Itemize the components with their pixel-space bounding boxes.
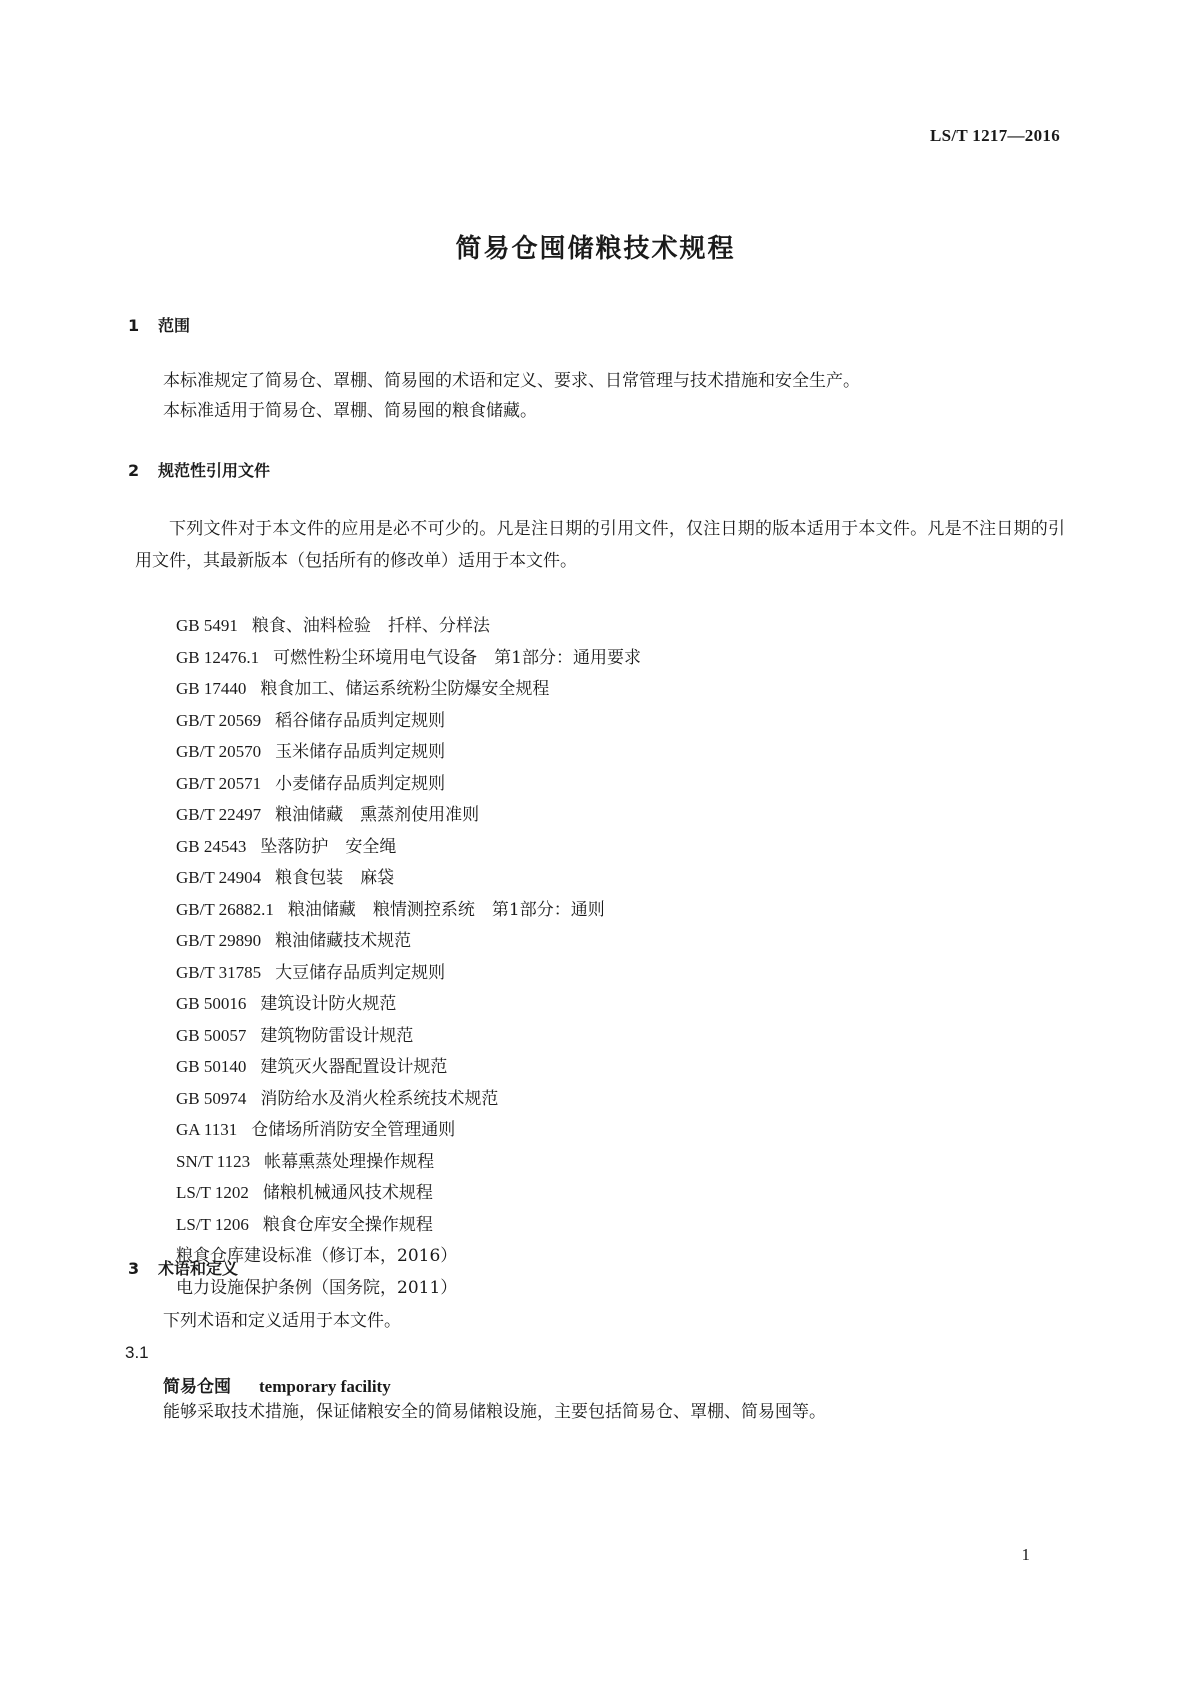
reference-item bbox=[176, 1214, 641, 1246]
section-1-paragraph: 本标准规定了简易仓、罩棚、简易囤的术语和定义、要求、日常管理与技术措施和安全生产。 bbox=[163, 371, 860, 391]
reference-code: GB/T 26882.1 bbox=[176, 899, 274, 919]
reference-item bbox=[176, 836, 641, 868]
reference-title: 消防给水及消火栓系统技术规范 bbox=[260, 1088, 499, 1109]
reference-item bbox=[176, 647, 641, 679]
reference-code: GB/T 20569 bbox=[176, 710, 262, 730]
reference-list bbox=[176, 615, 641, 1308]
document-title: 简易仓囤储粮技术规程 bbox=[455, 234, 736, 264]
reference-code: GA 1131 bbox=[176, 1120, 238, 1139]
reference-item bbox=[176, 773, 641, 805]
term-name-en: temporary facility bbox=[259, 1377, 391, 1396]
reference-item bbox=[176, 1088, 641, 1120]
reference-title: 建筑物防雷设计规范 bbox=[260, 1025, 414, 1046]
term-name bbox=[163, 1372, 391, 1397]
reference-item bbox=[176, 1245, 641, 1277]
section-1-title: 范围 bbox=[158, 316, 191, 335]
reference-code: GB/T 22497 bbox=[176, 805, 262, 824]
reference-title: 粮食加工、储运系统粉尘防爆安全规程 bbox=[260, 679, 550, 699]
reference-code: GB/T 20570 bbox=[176, 742, 262, 761]
reference-code: GB/T 31785 bbox=[176, 962, 262, 982]
reference-title: 仓储场所消防安全管理通则 bbox=[251, 1120, 456, 1140]
reference-code: SN/T 1123 bbox=[176, 1151, 251, 1171]
reference-code: GB 50140 bbox=[176, 1057, 247, 1076]
reference-title: 坠落防护 安全绳 bbox=[260, 836, 397, 857]
standard-code: LS/T 1217—2016 bbox=[930, 126, 1060, 145]
reference-title: 建筑灭火器配置设计规范 bbox=[260, 1057, 448, 1077]
reference-title: 大豆储存品质判定规则 bbox=[275, 962, 446, 983]
reference-code: GB 50974 bbox=[176, 1088, 247, 1108]
reference-item bbox=[176, 678, 641, 710]
reference-item bbox=[176, 930, 641, 962]
reference-item bbox=[176, 615, 641, 647]
reference-item bbox=[176, 804, 641, 836]
reference-item bbox=[176, 899, 641, 931]
reference-title: 粮食包装 麻袋 bbox=[275, 868, 395, 888]
reference-code: LS/T 1202 bbox=[176, 1183, 249, 1202]
reference-title: 电力设施保护条例（国务院，2011） bbox=[176, 1277, 458, 1298]
reference-title: 小麦储存品质判定规则 bbox=[275, 773, 446, 794]
reference-item bbox=[176, 962, 641, 994]
reference-item bbox=[176, 993, 641, 1025]
reference-item bbox=[176, 710, 641, 742]
term-definition: 能够采取技术措施，保证储粮安全的简易储粮设施，主要包括简易仓、罩棚、简易囤等。 bbox=[163, 1402, 826, 1422]
reference-title: 帐幕熏蒸处理操作规程 bbox=[264, 1151, 435, 1172]
reference-item bbox=[176, 1182, 641, 1214]
reference-code: LS/T 1206 bbox=[176, 1214, 249, 1234]
reference-code: GB 17440 bbox=[176, 679, 247, 698]
reference-code: GB 5491 bbox=[176, 616, 238, 635]
section-3-title: 术语和定义 bbox=[158, 1259, 239, 1278]
reference-item bbox=[176, 741, 641, 773]
reference-title: 建筑设计防火规范 bbox=[260, 994, 397, 1014]
reference-code: GB/T 24904 bbox=[176, 868, 262, 887]
reference-title: 粮油储藏 熏蒸剂使用准则 bbox=[275, 805, 480, 825]
section-2-number: 2 bbox=[128, 461, 140, 480]
reference-code: GB 12476.1 bbox=[176, 647, 260, 667]
section-2-title: 规范性引用文件 bbox=[158, 461, 271, 480]
reference-code: GB/T 20571 bbox=[176, 773, 262, 793]
section-1-heading bbox=[128, 313, 190, 336]
reference-code: GB 24543 bbox=[176, 836, 247, 856]
reference-title: 粮食、油料检验 扦样、分样法 bbox=[251, 616, 490, 636]
section-1-paragraph: 本标准适用于简易仓、罩棚、简易囤的粮食储藏。 bbox=[163, 401, 537, 421]
reference-title: 粮食仓库建设标准（修订本，2016） bbox=[176, 1246, 458, 1266]
section-2-heading bbox=[128, 458, 270, 481]
section-3-intro: 下列术语和定义适用于本文件。 bbox=[163, 1311, 401, 1331]
reference-item bbox=[176, 867, 641, 899]
reference-title: 可燃性粉尘环境用电气设备 第1部分：通用要求 bbox=[273, 647, 641, 668]
reference-title: 粮油储藏技术规范 bbox=[275, 931, 412, 951]
page-number: 1 bbox=[1021, 1545, 1030, 1564]
section-3-heading bbox=[128, 1256, 238, 1279]
reference-title: 稻谷储存品质判定规则 bbox=[275, 710, 446, 731]
reference-title: 储粮机械通风技术规程 bbox=[262, 1183, 433, 1203]
reference-title: 玉米储存品质判定规则 bbox=[275, 742, 446, 762]
section-1-number: 1 bbox=[128, 316, 140, 335]
reference-item bbox=[176, 1151, 641, 1183]
reference-item bbox=[176, 1056, 641, 1088]
reference-title: 粮油储藏 粮情测控系统 第1部分：通则 bbox=[287, 899, 605, 920]
reference-code: GB 50057 bbox=[176, 1025, 247, 1045]
term-name-zh: 简易仓囤 bbox=[163, 1377, 231, 1397]
reference-item bbox=[176, 1119, 641, 1151]
term-number: 3.1 bbox=[125, 1343, 149, 1362]
reference-item bbox=[176, 1277, 641, 1309]
reference-code: GB/T 29890 bbox=[176, 931, 262, 950]
section-2-intro: 下列文件对于本文件的应用是必不可少的。凡是注日期的引用文件，仅注日期的版本适用于本文件。凡是不注日期的引用文件，其最新版本（包括所有的修改单）适用于本文件。 bbox=[135, 519, 1065, 571]
section-3-number: 3 bbox=[128, 1259, 140, 1278]
reference-title: 粮食仓库安全操作规程 bbox=[262, 1214, 433, 1235]
reference-item bbox=[176, 1025, 641, 1057]
reference-code: GB 50016 bbox=[176, 994, 247, 1013]
